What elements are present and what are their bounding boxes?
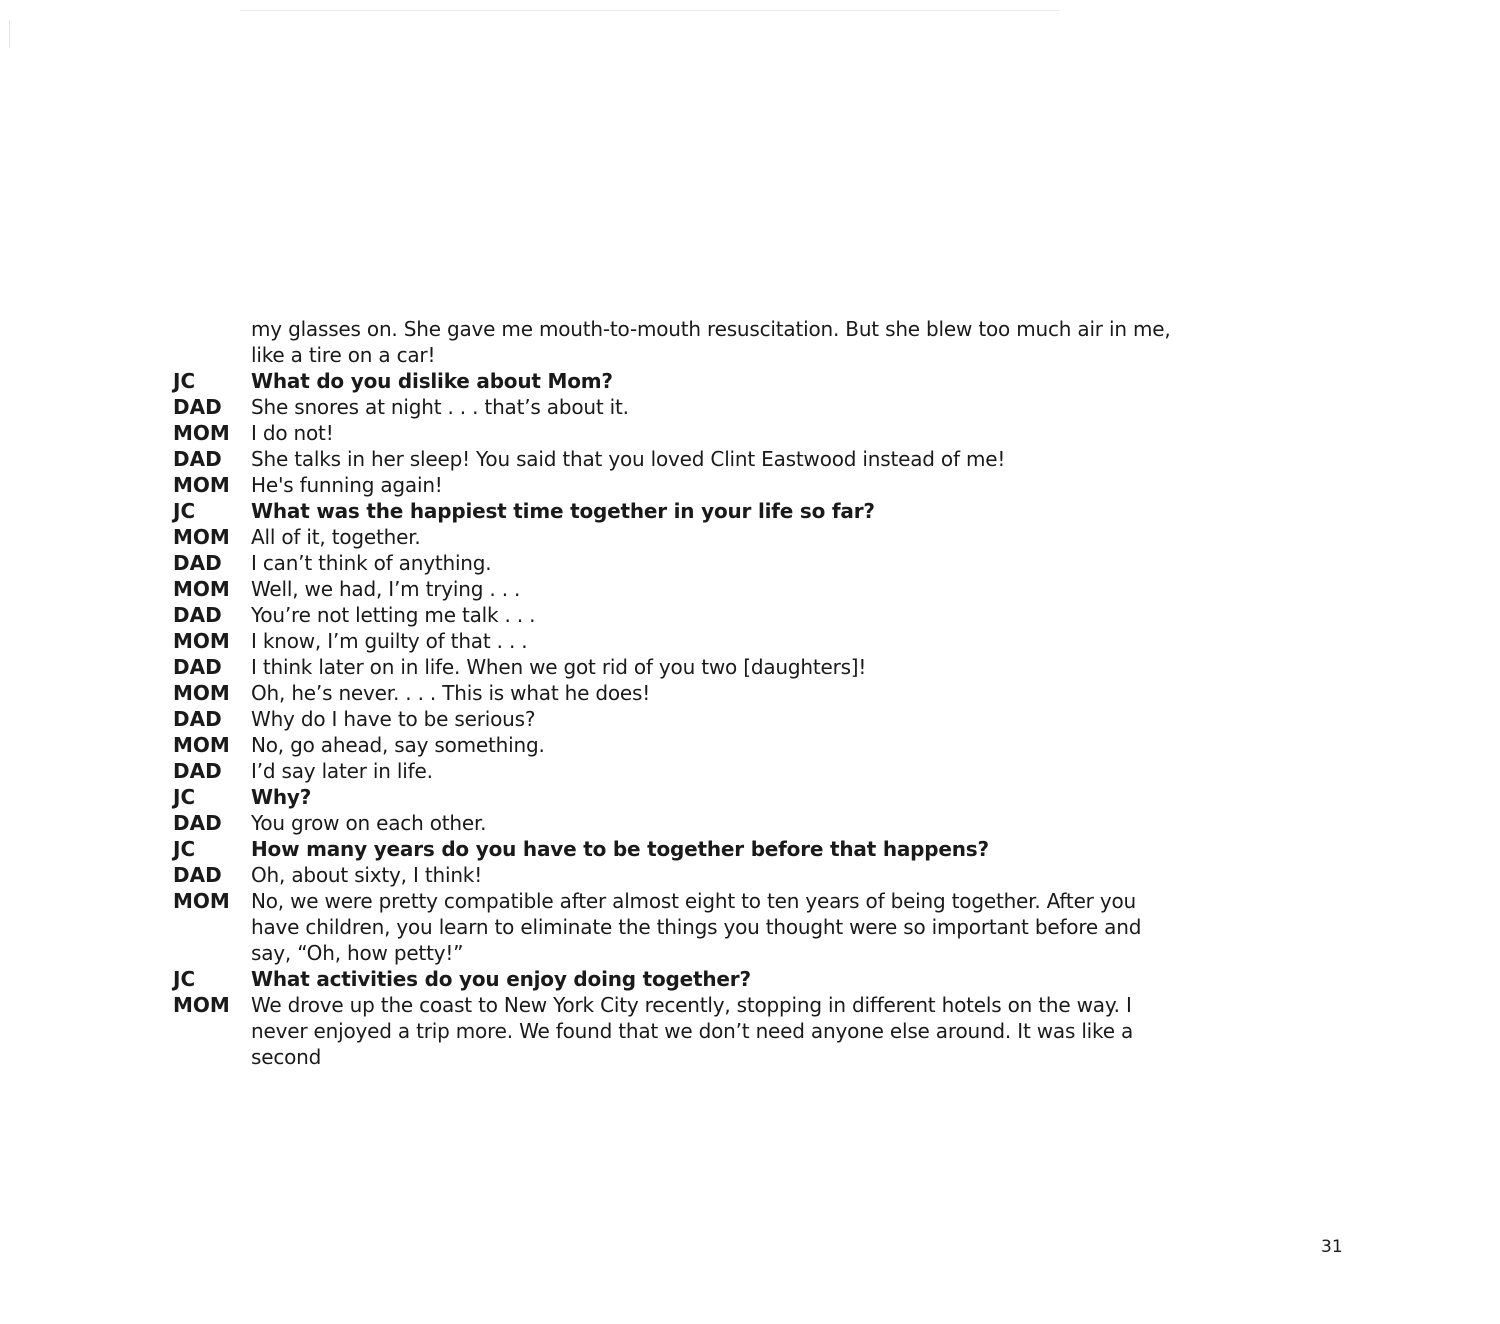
transcript-line [0, 654, 1500, 680]
transcript-line [0, 420, 1500, 446]
line-text: I do not! [251, 421, 334, 445]
line-text: He's funning again! [251, 473, 443, 497]
speaker-label: DAD [173, 707, 222, 731]
speaker-label: JC [173, 967, 196, 991]
speaker-label: JC [173, 369, 196, 393]
transcript-line [0, 628, 1500, 654]
speaker-label: DAD [173, 759, 222, 783]
transcript-line [0, 472, 1500, 498]
page-number: 31 [1321, 1237, 1343, 1257]
question-text: How many years do you have to be together before that happens? [251, 837, 989, 861]
scan-edge-mark [9, 20, 10, 48]
line-text: No, go ahead, say something. [251, 733, 545, 757]
transcript-line [0, 524, 1500, 550]
transcript-line [0, 784, 1500, 810]
transcript-line [0, 732, 1500, 758]
speaker-label: MOM [173, 577, 230, 601]
transcript-line [0, 706, 1500, 732]
transcript-line [0, 316, 1500, 368]
line-text: No, we were pretty compatible after almost eight to ten years of being together. After you have children, you learn to eliminate the things you thought were so important before and say, “Oh, how petty!” [251, 889, 1142, 965]
transcript-line [0, 992, 1500, 1070]
transcript-line [0, 602, 1500, 628]
question-text: Why? [251, 785, 312, 809]
line-text: my glasses on. She gave me mouth-to-mouth resuscitation. But she blew too much air in me, like a tire on a car! [251, 317, 1171, 367]
line-text: Well, we had, I’m trying . . . [251, 577, 521, 601]
speaker-label: DAD [173, 811, 222, 835]
transcript-line [0, 498, 1500, 524]
line-text: You’re not letting me talk . . . [251, 603, 536, 627]
transcript-line [0, 680, 1500, 706]
speaker-label: MOM [173, 629, 230, 653]
speaker-label: MOM [173, 421, 230, 445]
speaker-label: JC [173, 499, 196, 523]
transcript-line [0, 836, 1500, 862]
line-text: All of it, together. [251, 525, 421, 549]
speaker-label: DAD [173, 551, 222, 575]
line-text: I know, I’m guilty of that . . . [251, 629, 528, 653]
speaker-label: DAD [173, 863, 222, 887]
transcript-line [0, 394, 1500, 420]
line-text: I can’t think of anything. [251, 551, 492, 575]
transcript-line [0, 966, 1500, 992]
transcript-line [0, 888, 1500, 966]
transcript-line [0, 810, 1500, 836]
question-text: What do you dislike about Mom? [251, 369, 613, 393]
transcript-line [0, 550, 1500, 576]
speaker-label: DAD [173, 603, 222, 627]
interview-transcript [0, 316, 1500, 1070]
line-text: We drove up the coast to New York City recently, stopping in different hotels on the way. I never enjoyed a trip more. We found that we don’t need anyone else around. It was like a second [251, 993, 1134, 1069]
line-text: She talks in her sleep! You said that you loved Clint Eastwood instead of me! [251, 447, 1006, 471]
transcript-line [0, 576, 1500, 602]
question-text: What was the happiest time together in your life so far? [251, 499, 875, 523]
speaker-label: JC [173, 837, 196, 861]
speaker-label: DAD [173, 655, 222, 679]
line-text: She snores at night . . . that’s about it. [251, 395, 629, 419]
line-text: Oh, he’s never. . . . This is what he does! [251, 681, 651, 705]
speaker-label: MOM [173, 993, 230, 1017]
speaker-label: MOM [173, 473, 230, 497]
speaker-label: MOM [173, 681, 230, 705]
line-text: Why do I have to be serious? [251, 707, 536, 731]
speaker-label: MOM [173, 525, 230, 549]
speaker-label: DAD [173, 447, 222, 471]
line-text: I’d say later in life. [251, 759, 433, 783]
speaker-label: MOM [173, 733, 230, 757]
question-text: What activities do you enjoy doing together? [251, 967, 751, 991]
scan-edge-line [240, 10, 1060, 11]
line-text: You grow on each other. [251, 811, 487, 835]
speaker-label: DAD [173, 395, 222, 419]
transcript-line [0, 862, 1500, 888]
transcript-line [0, 446, 1500, 472]
transcript-line [0, 368, 1500, 394]
speaker-label: JC [173, 785, 196, 809]
speaker-label: MOM [173, 889, 230, 913]
transcript-line [0, 758, 1500, 784]
line-text: Oh, about sixty, I think! [251, 863, 483, 887]
line-text: I think later on in life. When we got rid of you two [daughters]! [251, 655, 867, 679]
